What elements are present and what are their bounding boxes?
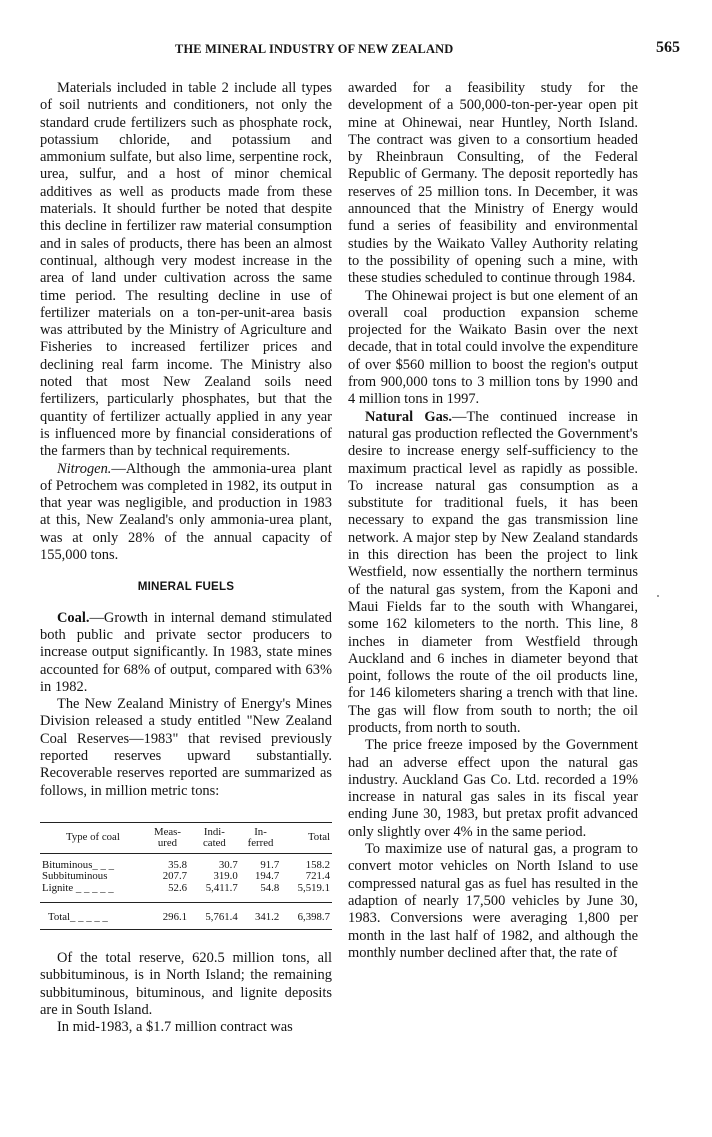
- table-header-row: [40, 822, 332, 853]
- paragraph-fertilizer-materials: Materials included in table 2 include all types of soil nutrients and conditioners, not only the standard crude fertilizers such as phosphate rock, potassium chloride, and potassium and ammonium sulfate, but also lime, serpentine rock, urea, sulfur, and a host of minor chemical additives as well as products made from these materials. It should further be noted that despite this decline in fertilizer raw material consumption and in sales of products, there has been an almost continual, although very modest increase in the area of land under cultivation across the same time period. The resulting decline in use of fertilizer materials on a ton-per-unit-area basis was attributed by the Ministry of Agriculture and Fisheries to increased fertilizer prices and declining real farm income. The Ministry also noted that most New Zealand soils need fertilizers, particularly phosphates, but that the quantity of fertilizer actually applied in any year is influenced more by financial considerations of the farmers than by technical requirements.: [40, 80, 332, 460]
- left-column: [40, 80, 332, 1037]
- right-column: [348, 80, 638, 962]
- table-cell: 194.7: [254, 870, 280, 883]
- natural-gas-text: —The continued increase in natural gas production reflected the Government's desire to increase energy self-sufficiency to the maximum practical level as rapidly as possible. To increase natural gas consumption as a substitute for traditional fuels, it has been necessary to expand the gas transmission line network. A major step by New Zealand standards in this direction has been the project to link Westfield, now essentially the northern terminus of the natural gas system, from the Kaponi and Maui Fields far to the south with Whangarei, some 162 kilometers to the north. This line, 8 inches in diameter from Westfield through Auckland and 6 inches in diameter beyond that point, follows the route of the oil products line, for 146 kilometers sharing a trench with that line. The gas will flow from south to north; the oil products, from north to south.: [348, 408, 638, 736]
- paragraph-contract-start: In mid-1983, a $1.7 million contract was: [57, 1019, 293, 1036]
- paragraph-coal-reserves-study: The New Zealand Ministry of Energy's Mines Division released a study entitled "New Zealand Coal Reserves—1983" that revised previously reported reserves upward substantially. Recoverable reserves reported are summarized as follows, in million metric tons:: [40, 696, 332, 799]
- coal-run-in-heading: Coal.: [57, 609, 90, 626]
- table-cell: Bituminous_ _ _: [42, 859, 114, 872]
- table-cell: 52.6: [168, 881, 188, 894]
- table-cell: 721.4: [305, 870, 330, 883]
- table-cell: Subbituminous: [42, 870, 108, 883]
- scan-speck: [657, 595, 659, 597]
- table-cell: 207.7: [162, 870, 188, 883]
- page-number: 565: [656, 39, 680, 56]
- running-title: THE MINERAL INDUSTRY OF NEW ZEALAND: [175, 42, 454, 56]
- table-cell: 319.0: [213, 870, 238, 883]
- coal-reserves-table: [40, 822, 332, 930]
- table-row-subbituminous: [40, 871, 332, 882]
- paragraph-ohinewai-project: The Ohinewai project is but one element of an overall coal production expansion scheme projected for the Waikato Basin over the next decade, that in total could involve the expenditure of over $560 million to boost the region's output from 900,000 tons to 3 million tons by 1990 and 4 million tons in 1997.: [348, 287, 638, 408]
- table-cell: 158.2: [305, 859, 330, 872]
- paragraph-contract-continued: awarded for a feasibility study for the development of a 500,000-ton-per-year open pit mine at Ohinewai, near Huntley, North Island. The contract was given to a consortium headed by Rheinbraun Consulting, of the Federal Republic of Germany. The deposit reportedly has reserves of 25 million tons. In December, it was announced that the Ministry of Energy would fund a series of feasibility and environmental studies by the Waikato Valley Authority relating to the possibility of opening such a mine, with these studies scheduled to continue through 1984.: [348, 80, 638, 287]
- table-cell: 341.2: [254, 910, 280, 923]
- table-cell: 5,519.1: [297, 881, 330, 894]
- table-cell: Lignite _ _ _ _ _: [42, 881, 114, 894]
- paragraph-price-freeze: The price freeze imposed by the Government had an adverse effect upon the natural gas industry. Auckland Gas Co. Ltd. recorded a 19% increase in natural gas sales in its fiscal year ending June 30, 1983, but pretax profit advanced only slightly over 4% in the same period.: [348, 737, 638, 840]
- table-row-total: [40, 902, 332, 929]
- table-cell: 5,761.4: [205, 910, 238, 923]
- table-cell: 91.7: [260, 859, 280, 872]
- table-row-bituminous: [40, 854, 332, 872]
- paragraph-reserve-distribution: Of the total reserve, 620.5 million tons, all subbituminous, is in North Island; the remaining subbituminous, bituminous, and lignite deposits are in South Island.: [40, 950, 332, 1018]
- page-header: [40, 39, 680, 62]
- paragraph-vehicle-conversion: To maximize use of natural gas, a program to convert motor vehicles on North Island to use compressed natural gas as fuel has resulted in the adaption of nearly 17,500 vehicles by June 30, 1983. Conversions were averaging 1,800 per month in the last half of 1982, and although the monthly number declined after that, the rate of: [348, 841, 638, 961]
- nitrogen-text: —Although the ammonia-urea plant of Petrochem was completed in 1982, its output in that year was negligible, and production in 1983 at this, New Zealand's only ammonia-urea plant, was at only 28% of the annual capacity of 155,000 tons.: [40, 460, 332, 564]
- table-cell: 35.8: [168, 859, 188, 872]
- paragraph-nitrogen: [40, 461, 332, 565]
- table-cell: 6,398.7: [297, 910, 330, 923]
- paragraph-coal: [40, 610, 332, 696]
- coal-text: —Growth in internal demand stimulated both public and private sector producers to increase output significantly. In 1983, state mines accounted for 68% of output, compared with 63% in 1982.: [40, 609, 332, 695]
- paragraph-natural-gas: [348, 409, 638, 738]
- table-cell: 296.1: [162, 910, 188, 923]
- column-header-indicated: Indi- cated: [203, 825, 226, 850]
- table-row-lignite: [40, 883, 332, 903]
- table-cell: 5,411.7: [205, 881, 238, 894]
- section-heading-mineral-fuels: MINERAL FUELS: [137, 580, 235, 594]
- column-header-total: Total: [307, 831, 330, 844]
- table-cell: 54.8: [260, 881, 280, 894]
- natural-gas-run-in-heading: Natural Gas.: [365, 408, 453, 425]
- column-header-type: Type of coal: [66, 831, 120, 844]
- nitrogen-run-in-heading: Nitrogen.: [57, 460, 112, 477]
- column-header-inferred: In- ferred: [247, 825, 274, 850]
- column-header-measured: Meas- ured: [153, 825, 181, 850]
- table-cell: Total_ _ _ _ _: [48, 910, 108, 923]
- table-cell: 30.7: [218, 859, 238, 872]
